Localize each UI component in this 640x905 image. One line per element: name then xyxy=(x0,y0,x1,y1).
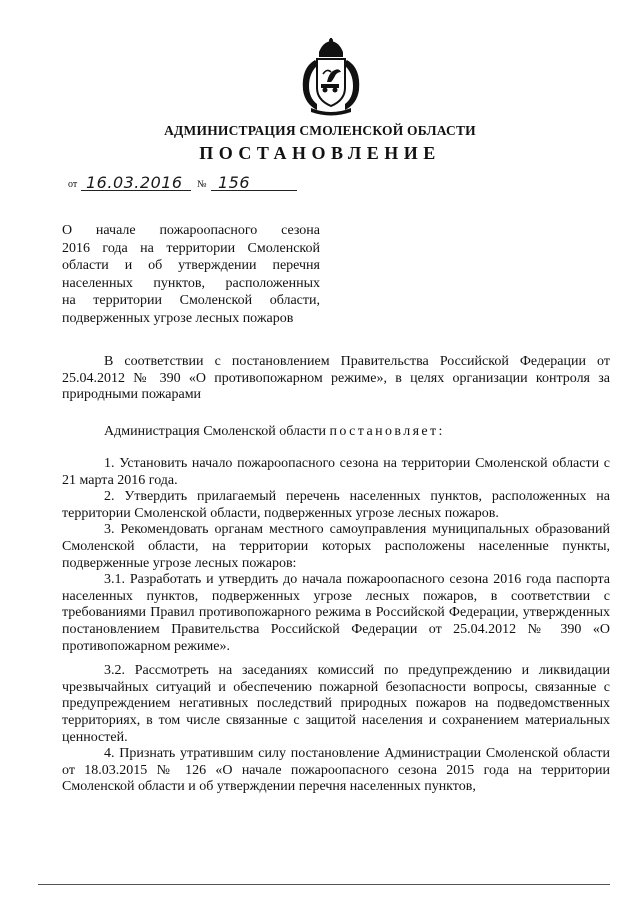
organization-title: АДМИНИСТРАЦИЯ СМОЛЕНСКОЙ ОБЛАСТИ xyxy=(164,123,476,138)
number-label: № xyxy=(197,179,207,190)
item-1: 1. Установить начало пожароопасного сезона на территории Смоленской области с 21 марта 2016 года. xyxy=(62,456,610,488)
document-subject xyxy=(62,222,320,327)
item-4: 4. Признать утратившим силу постановление Администрации Смоленской области от 18.03.2015 № 126 «О начале пожароопасного сезона 2015 года на территории Смоленской области и об утверждении перечня населенных пунктов, xyxy=(62,746,610,795)
subject-line: области и об утверждении перечня xyxy=(62,258,320,273)
item-2: 2. Утвердить прилагаемый перечень населенных пунктов, расположенных на территории Смоленской области, подверженных угрозе лесных пожаров. xyxy=(62,489,610,521)
decree-word: постановляет: xyxy=(329,424,445,439)
item-3-1: 3.1. Разработать и утвердить до начала пожароопасного сезона 2016 года паспорта населенных пунктов, подверженных угрозе лесных пожаров, в соответствии с требованиями Правил противопожарного режима в Российской Федерации, утвержденных постановлением Правительства Российской Федерации от 25.04.2012 № 390 «О противопожарном режиме». xyxy=(62,572,610,654)
decree-prefix: Администрация Смоленской области xyxy=(104,424,330,439)
preamble-paragraph xyxy=(62,354,610,404)
subject-line: на территории Смоленской области, xyxy=(62,293,320,308)
handwritten-date: 16.03.2016 xyxy=(86,173,183,192)
date-number-line xyxy=(68,172,308,194)
subject-line: О начале пожароопасного сезона xyxy=(62,223,320,238)
decree-paragraph xyxy=(62,424,610,441)
page-bottom-rule xyxy=(38,884,610,885)
decree-items xyxy=(62,456,610,796)
item-3-2: 3.2. Рассмотреть на заседаниях комиссий по предупреждению и ликвидации чрезвычайных ситуаций и обеспечению пожарной безопасности вопросы, связанные с предупреждением негативных последствий природных пожаров на подведомственных территориях, в том числе связанные с защитой населения и сохранением материальных ценностей. xyxy=(62,663,610,745)
preamble-text: В соответствии с постановлением Правительства Российской Федерации от 25.04.2012 № 390 «О противопожарном режиме», в целях организации контроля за природными пожарами xyxy=(62,354,610,403)
subject-line: подверженных угрозе лесных пожаров xyxy=(62,310,294,326)
coat-of-arms-icon xyxy=(297,38,365,116)
subject-line: 2016 года на территории Смоленской xyxy=(62,240,320,256)
from-label: от xyxy=(68,179,78,190)
handwritten-number: 156 xyxy=(218,173,251,192)
decree-line xyxy=(62,424,610,441)
item-3: 3. Рекомендовать органам местного самоуправления муниципальных образований Смоленской области, на территории которых расположены населенные пункты, подверженные угрозе лесных пожаров: xyxy=(62,522,610,571)
subject-line: населенных пунктов, расположенных xyxy=(62,275,320,291)
document-type-title: ПОСТАНОВЛЕНИЕ xyxy=(199,143,441,163)
